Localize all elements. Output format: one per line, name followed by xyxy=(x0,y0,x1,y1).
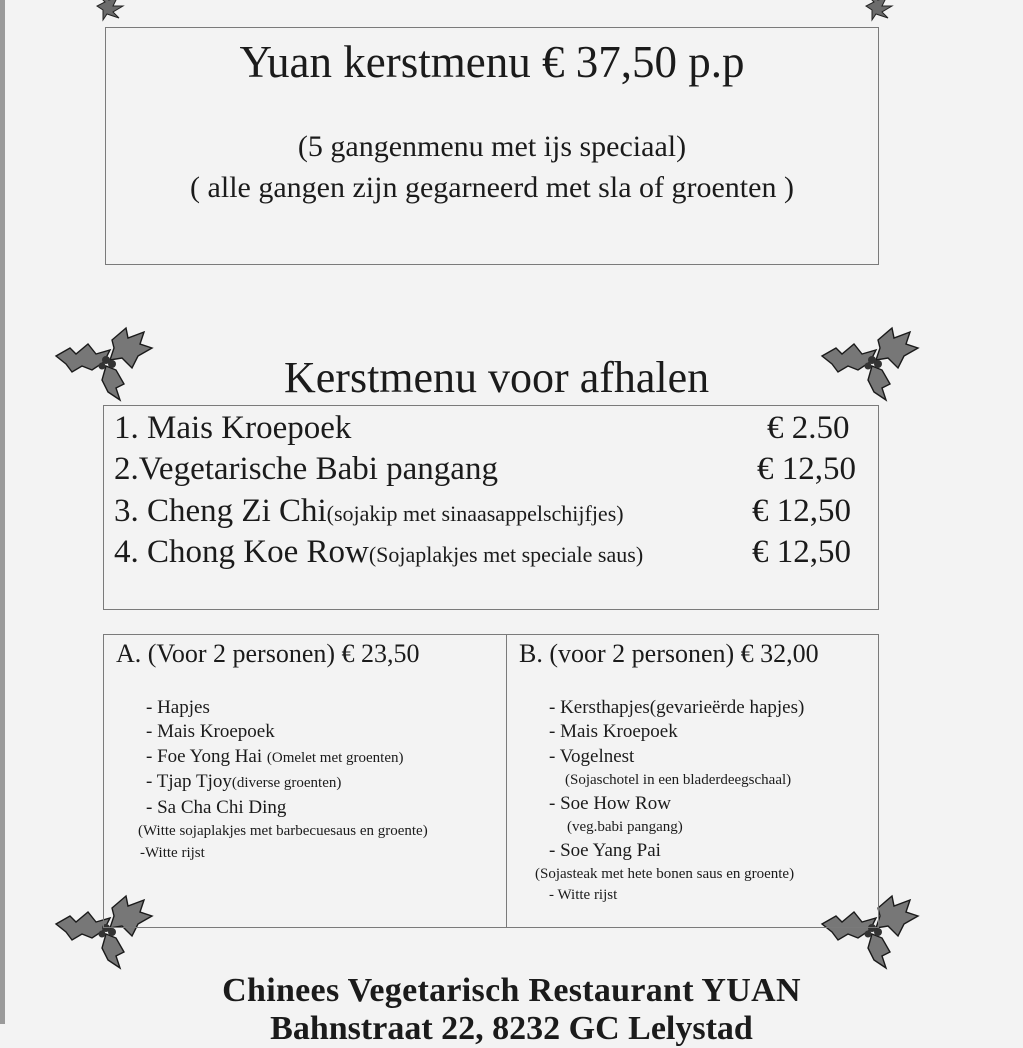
list-item: - Tjap Tjoy(diverse groenten) xyxy=(146,771,342,792)
menu-b-box xyxy=(506,634,879,928)
item-name: 1. Mais Kroepoek xyxy=(114,410,352,446)
holly-icon xyxy=(818,326,922,402)
list-item: - Vogelnest xyxy=(549,746,635,767)
list-item: - Sa Cha Chi Ding xyxy=(146,797,287,818)
scan-edge xyxy=(0,0,5,1024)
list-item: - Hapjes xyxy=(146,697,210,718)
header-box xyxy=(105,27,879,265)
item-name: 3. Cheng Zi Chi xyxy=(114,493,327,529)
list-item xyxy=(114,410,351,447)
menu-a-box xyxy=(103,634,507,928)
subtitle-garnish: ( alle gangen zijn gegarneerd met sla of groenten ) xyxy=(190,171,794,204)
restaurant-name: Chinees Vegetarisch Restaurant YUAN xyxy=(222,972,801,1009)
item-price: € 2.50 xyxy=(767,410,850,446)
item-note: (Sojaplakjes met speciale saus) xyxy=(368,542,644,567)
menu-a-heading: A. (Voor 2 personen) € 23,50 xyxy=(116,639,420,668)
list-item: -Witte rijst xyxy=(140,845,205,861)
holly-icon xyxy=(95,0,131,22)
item-note: (sojakip met sinaasappelschijfjes) xyxy=(326,501,624,526)
item-price: € 12,50 xyxy=(752,534,851,570)
item-name: 2.Vegetarische Babi pangang xyxy=(114,451,498,487)
subtitle-courses: (5 gangenmenu met ijs speciaal) xyxy=(297,130,687,163)
item-price: € 12,50 xyxy=(757,451,856,487)
takeaway-title: Kerstmenu voor afhalen xyxy=(284,353,710,402)
list-item: - Mais Kroepoek xyxy=(146,721,275,742)
dish-note: (veg.babi pangang) xyxy=(567,819,683,835)
list-item: - Soe How Row xyxy=(549,793,671,814)
list-item xyxy=(114,451,498,488)
dish-note: (Sojasteak met hete bonen saus en groente) xyxy=(535,866,795,882)
restaurant-address: Bahnstraat 22, 8232 GC Lelystad xyxy=(270,1010,753,1047)
dish-note: (Sojaschotel in een bladerdeegschaal) xyxy=(565,772,792,788)
holly-icon xyxy=(52,326,156,402)
takeaway-box xyxy=(103,405,879,610)
list-item: - Witte rijst xyxy=(549,887,618,903)
dish-note: (Witte sojaplakjes met barbecuesaus en groente) xyxy=(138,823,428,839)
list-item: - Mais Kroepoek xyxy=(549,721,678,742)
menu-b-heading: B. (voor 2 personen) € 32,00 xyxy=(519,639,819,668)
item-price: € 12,50 xyxy=(752,493,851,529)
list-item xyxy=(114,493,624,530)
list-item: - Kersthapjes(gevarieërde hapjes) xyxy=(549,697,805,718)
page-title: Yuan kerstmenu € 37,50 p.p xyxy=(239,37,745,87)
list-item xyxy=(114,534,643,571)
list-item: - Soe Yang Pai xyxy=(549,840,661,861)
item-name: 4. Chong Koe Row xyxy=(114,534,369,570)
holly-icon xyxy=(864,0,900,22)
list-item: - Foe Yong Hai (Omelet met groenten) xyxy=(146,746,404,767)
